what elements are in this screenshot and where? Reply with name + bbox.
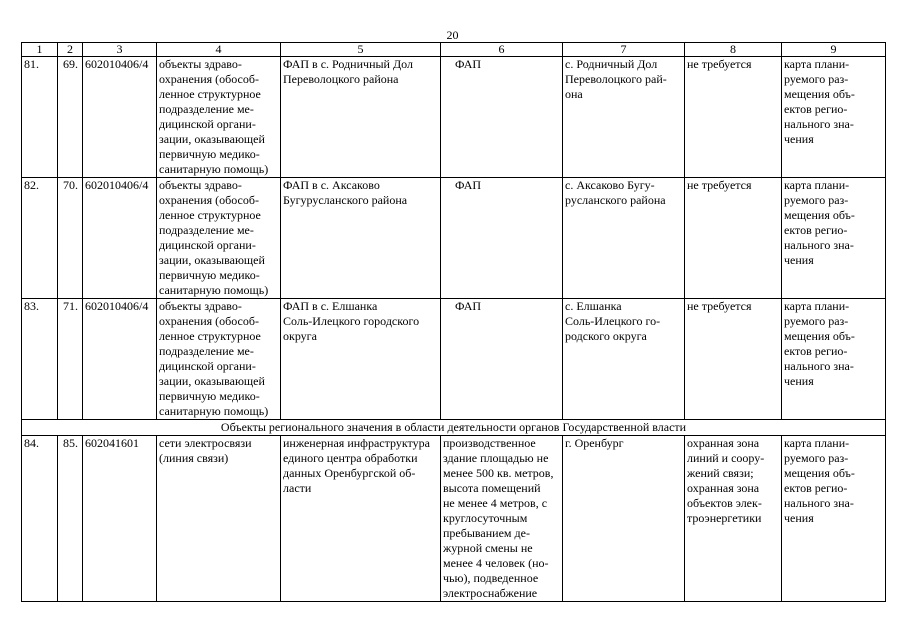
zone-characteristics: не требуется <box>685 178 782 299</box>
item-number: 70. <box>58 178 83 299</box>
table-row <box>22 178 886 299</box>
page-number: 20 <box>446 28 459 42</box>
object-type: объекты здраво- охранения (обособ- ленное структурное подразделение ме- дицинской органи- зации, оказывающей первичную медико- санитарную помощь) <box>157 178 281 299</box>
table-row <box>22 436 886 602</box>
object-name: ФАП в с. Родничный Дол Переволоцкого района <box>281 57 441 178</box>
header-cell: 7 <box>563 43 685 57</box>
object-code: 602010406/4 <box>83 57 157 178</box>
object-type: объекты здраво- охранения (обособ- ленное структурное подразделение ме- дицинской органи- зации, оказывающей первичную медико- санитарную помощь) <box>157 299 281 420</box>
table-row <box>22 299 886 420</box>
header-cell: 5 <box>281 43 441 57</box>
object-type: сети электросвязи (линия связи) <box>157 436 281 602</box>
object-characteristics: ФАП <box>441 57 563 178</box>
header-cell: 2 <box>58 43 83 57</box>
header-cell: 3 <box>83 43 157 57</box>
object-name: инженерная инфраструктура единого центра обработки данных Оренбургской об- ласти <box>281 436 441 602</box>
object-type: объекты здраво- охранения (обособ- ленное структурное подразделение ме- дицинской органи- зации, оказывающей первичную медико- санитарную помощь) <box>157 57 281 178</box>
object-characteristics: производственное здание площадью не менее 500 кв. метров, высота помещений не менее 4 метров, с круглосуточным пребыванием де- журной смены не менее 4 человек (но- чью), подведенное электроснабжение <box>441 436 563 602</box>
object-name: ФАП в с. Елшанка Соль-Илецкого городского округа <box>281 299 441 420</box>
map-reference: карта плани- руемого раз- мещения объ- ектов регио- нального зна- чения <box>782 436 886 602</box>
map-reference: карта плани- руемого раз- мещения объ- ектов регио- нального зна- чения <box>782 57 886 178</box>
table-row <box>22 57 886 178</box>
header-cell: 6 <box>441 43 563 57</box>
row-number: 83. <box>22 299 58 420</box>
section-title: Объекты регионального значения в области деятельности органов Государственной власти <box>22 420 886 436</box>
section-row <box>22 420 886 436</box>
header-cell: 1 <box>22 43 58 57</box>
planning-table <box>21 42 886 602</box>
header-cell: 9 <box>782 43 886 57</box>
zone-characteristics: не требуется <box>685 299 782 420</box>
object-code: 602041601 <box>83 436 157 602</box>
object-location: с. Аксаково Бугу- русланского района <box>563 178 685 299</box>
row-number: 81. <box>22 57 58 178</box>
object-name: ФАП в с. Аксаково Бугурусланского района <box>281 178 441 299</box>
zone-characteristics: не требуется <box>685 57 782 178</box>
object-code: 602010406/4 <box>83 299 157 420</box>
item-number: 71. <box>58 299 83 420</box>
map-reference: карта плани- руемого раз- мещения объ- ектов регио- нального зна- чения <box>782 178 886 299</box>
object-characteristics: ФАП <box>441 299 563 420</box>
object-location: с. Родничный Дол Переволоцкого рай- она <box>563 57 685 178</box>
object-location: г. Оренбург <box>563 436 685 602</box>
header-cell: 8 <box>685 43 782 57</box>
header-row <box>22 43 886 57</box>
row-number: 84. <box>22 436 58 602</box>
item-number: 69. <box>58 57 83 178</box>
object-location: с. Елшанка Соль-Илецкого го- родского округа <box>563 299 685 420</box>
header-cell: 4 <box>157 43 281 57</box>
row-number: 82. <box>22 178 58 299</box>
object-characteristics: ФАП <box>441 178 563 299</box>
item-number: 85. <box>58 436 83 602</box>
zone-characteristics: охранная зона линий и соору- жений связи; охранная зона объектов элек- троэнергетики <box>685 436 782 602</box>
object-code: 602010406/4 <box>83 178 157 299</box>
map-reference: карта плани- руемого раз- мещения объ- ектов регио- нального зна- чения <box>782 299 886 420</box>
